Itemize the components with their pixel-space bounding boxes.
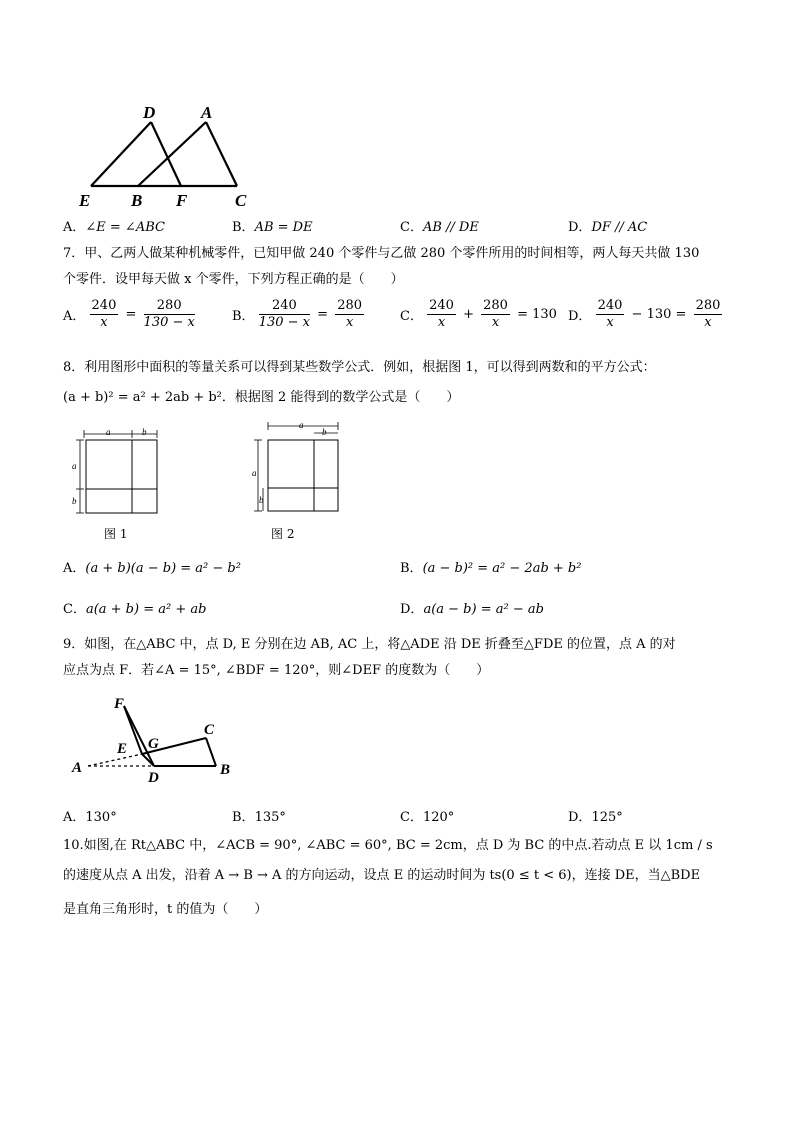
- label-B: B: [220, 762, 231, 778]
- label-E: E: [79, 191, 91, 210]
- label-A: A: [201, 103, 213, 122]
- q10-stem-line3: 是直角三角形时，t 的值为（ ）: [63, 902, 268, 917]
- label-D: D: [143, 103, 156, 122]
- q8-figure-1-caption: 图 1: [104, 527, 128, 541]
- q7-option-d[interactable]: D． $\frac{240}{x}$ − 130 = $\frac{280}{x}$: [568, 298, 721, 330]
- q6-option-a[interactable]: A．∠E = ∠ABC: [63, 220, 165, 235]
- label-C: C: [204, 722, 215, 738]
- q8-option-d[interactable]: D．a(a − b) = a² − ab: [400, 602, 544, 617]
- svg-text:a: a: [106, 427, 111, 437]
- svg-text:a: a: [72, 461, 77, 471]
- q9-option-d[interactable]: D．125°: [568, 810, 623, 825]
- q8-stem-line1: 8．利用图形中面积的等量关系可以得到某些数学公式．例如，根据图 1，可以得到两数和的平方公式：: [63, 360, 656, 375]
- q9-option-a[interactable]: A．130°: [63, 810, 117, 825]
- label-G: G: [148, 736, 159, 752]
- svg-text:a: a: [252, 468, 257, 478]
- q6-figure: [75, 100, 265, 212]
- q8-figure-1: [72, 425, 172, 517]
- q8-option-a[interactable]: A．(a + b)(a − b) = a² − b²: [63, 561, 241, 576]
- q8-option-b[interactable]: B．(a − b)² = a² − 2ab + b²: [400, 561, 582, 576]
- q8-figure-2: [252, 420, 352, 516]
- q9-option-c[interactable]: C．120°: [400, 810, 455, 825]
- svg-text:b: b: [259, 495, 264, 505]
- q9-figure: [66, 690, 246, 790]
- svg-text:b: b: [72, 496, 77, 506]
- q9-stem-line1: 9．如图，在△ABC 中，点 D, E 分别在边 AB, AC 上，将△ADE 沿 DE 折叠至△FDE 的位置，点 A 的对: [63, 637, 676, 652]
- q6-option-c[interactable]: C．AB // DE: [400, 220, 479, 235]
- label-F: F: [114, 696, 125, 712]
- q8-stem-line2: (a + b)² = a² + 2ab + b²．根据图 2 能得到的数学公式是（ ）: [63, 390, 460, 405]
- q9-stem-line2: 应点为点 F．若∠A = 15°, ∠BDF = 120°，则∠DEF 的度数为（ ）: [63, 663, 490, 678]
- label-C: C: [235, 191, 247, 210]
- svg-text:b: b: [322, 427, 327, 437]
- q8-figure-2-caption: 图 2: [271, 527, 295, 541]
- q7-option-a[interactable]: A． $\frac{240}{x}$ = $\frac{280}{130 - x}$: [63, 298, 195, 330]
- q7-option-c[interactable]: C． $\frac{240}{x}$ + $\frac{280}{x}$ = 130: [400, 298, 557, 330]
- label-A: A: [72, 760, 83, 776]
- label-F: F: [176, 191, 188, 210]
- svg-text:a: a: [299, 420, 304, 430]
- q9-option-b[interactable]: B．135°: [232, 810, 286, 825]
- q7-stem-line1: 7．甲、乙两人做某种机械零件，已知甲做 240 个零件与乙做 280 个零件所用的时间相等，两人每天共做 130: [63, 246, 700, 261]
- label-E: E: [117, 741, 128, 757]
- q7-stem-line2: 个零件．设甲每天做 x 个零件，下列方程正确的是（ ）: [63, 272, 404, 287]
- q10-stem-line2: 的速度从点 A 出发，沿着 A → B → A 的方向运动，设点 E 的运动时间为 ts(0 ≤ t < 6)，连接 DE，当△BDE: [63, 868, 701, 883]
- q6-option-b[interactable]: B．AB = DE: [232, 220, 313, 235]
- q8-option-c[interactable]: C．a(a + b) = a² + ab: [63, 602, 207, 617]
- q7-option-b[interactable]: B． $\frac{240}{130 - x}$ = $\frac{280}{x}$: [232, 298, 363, 330]
- label-B: B: [131, 191, 143, 210]
- label-D: D: [148, 770, 159, 786]
- q6-option-d[interactable]: D．DF // AC: [568, 220, 648, 235]
- svg-text:b: b: [142, 427, 147, 437]
- q10-stem-line1: 10.如图,在 Rt△ABC 中，∠ACB = 90°, ∠ABC = 60°, BC = 2cm，点 D 为 BC 的中点.若动点 E 以 1cm / s: [63, 838, 713, 853]
